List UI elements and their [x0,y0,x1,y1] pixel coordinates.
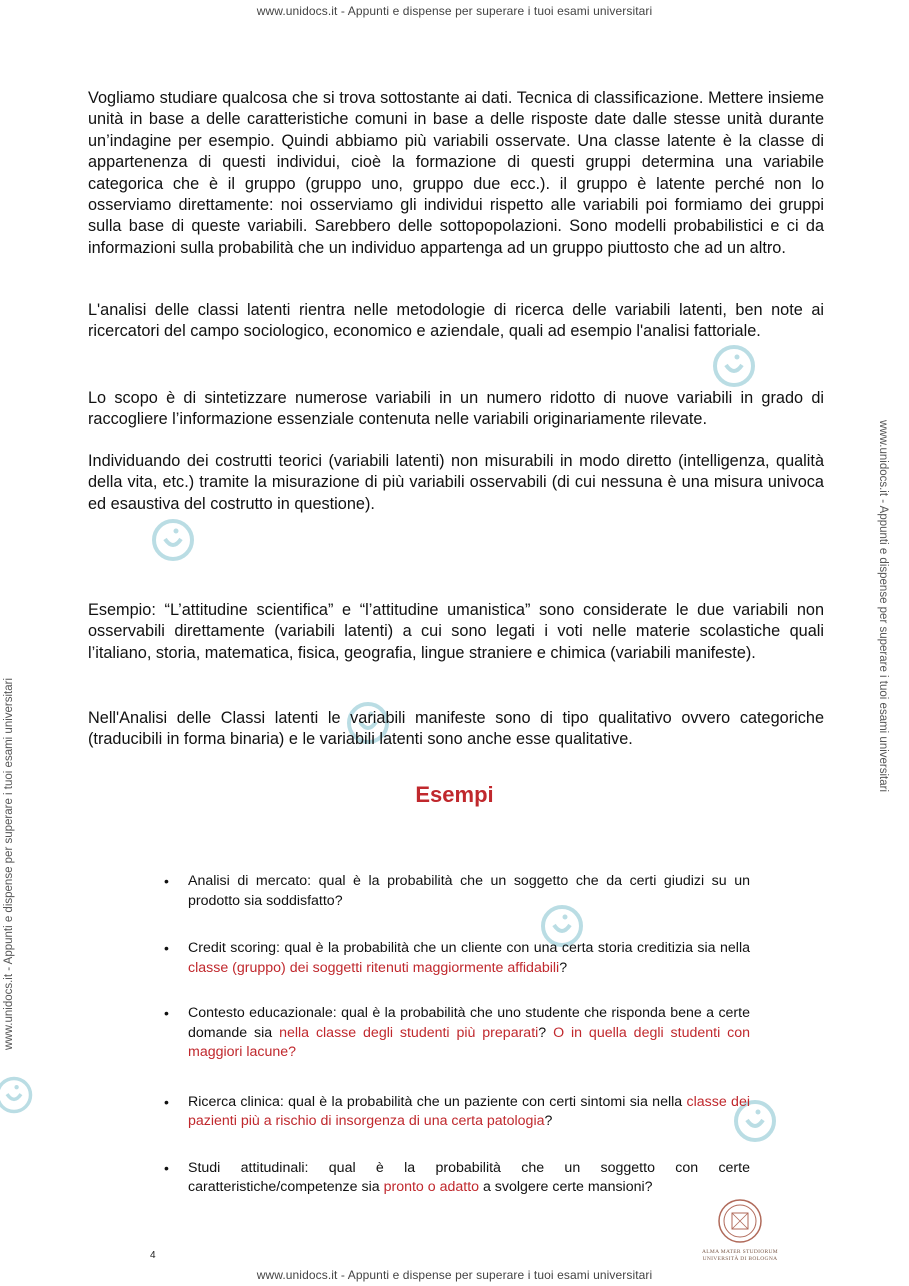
unidocs-watermark-icon [711,343,757,389]
university-logo [694,1198,786,1263]
paragraph-intro: Vogliamo studiare qualcosa che si trova sottostante ai dati. Tecnica di classificazione. Mettere insieme unità in base a delle caratteristiche comuni in base a delle risposte date dalle stesse unità durante un’indagine per esempio. Quindi abbiamo più variabili osservate. Una classe latente è la classe di appartenenza di questi individui, cioè la formazione di questi gruppi determina una variabile categorica che è il gruppo (gruppo uno, gruppo due ecc.). il gruppo è latente perché non lo osserviamo direttamente: noi osserviamo gli individui rispetto alle variabili poi formiamo dei gruppi sulla base di queste variabili. Sarebbero delle sottopopolazioni. Sono modelli probabilistici e ci da informazioni sulla probabilità che un individuo appartenga ad un gruppo piuttosto che ad un altro. [88,89,824,257]
list-item: • Credit scoring: qual è la probabilità che un cliente con una certa storia creditizia sia nella classe (gruppo) dei soggetti ritenuti maggiormente affidabili? [164,940,750,976]
paragraph-purpose: Lo scopo è di sintetizzare numerose variabili in un numero ridotto di nuove variabili in grado di raccogliere l’informazione essenziale contenuta nelle variabili originariamente rilevate. [88,389,824,429]
list-item: • Analisi di mercato: qual è la probabilità che un soggetto che da certi giudizi su un prodotto sia soddisfatto? [164,873,750,909]
university-seal-icon [717,1198,763,1244]
header-banner: www.unidocs.it - Appunti e dispense per superare i tuoi esami universitari [256,4,653,18]
examples-heading: Esempi [415,782,494,807]
examples-list [160,872,750,1198]
page-number: 4 [150,1250,156,1261]
bullet-icon: • [164,940,169,956]
paragraph-manifest-variables: Nell'Analisi delle Classi latenti le variabili manifeste sono di tipo qualitativo ovvero categoriche (traducibili in forma binaria) e le variabili latenti sono anche esse qualitative. [88,709,824,749]
list-item: • Studi attitudinali: qual è la probabilità che un soggetto con certe caratteristiche/competenze sia pronto o adatto a svolgere certe mansioni? [164,1159,750,1195]
unidocs-watermark-icon [0,1075,34,1115]
list-item: • Contesto educazionale: qual è la probabilità che uno studente che risponda bene a certe domande sia nella classe degli studenti più preparati? O in quella degli studenti con maggiori lacune? [164,1005,750,1060]
right-side-banner: www.unidocs.it - Appunti e dispense per superare i tuoi esami universitari [877,420,889,793]
bullet-icon: • [164,1005,169,1021]
bullet-icon: • [164,873,169,889]
bullet-icon: • [164,1159,169,1176]
left-side-banner: www.unidocs.it - Appunti e dispense per superare i tuoi esami universitari [3,677,15,1050]
unidocs-watermark-icon [150,517,196,563]
logo-line-1: ALMA MATER STUDIORUM [702,1249,778,1255]
logo-line-2: UNIVERSITÀ DI BOLOGNA [702,1256,778,1262]
bullet-icon: • [164,1093,169,1110]
paragraph-example: Esempio: “L’attitudine scientifica” e “l’attitudine umanistica” sono considerate le due variabili non osservabili direttamente (variabili latenti) a cui sono legati i voti nelle materie scolastiche quali l’italiano, storia, matematica, fisica, geografia, lingue straniere e chimica (variabili manifeste). [88,601,824,662]
paragraph-latent-class-analysis: L'analisi delle classi latenti rientra nelle metodologie di ricerca delle variabili latenti, ben note ai ricercatori del campo sociologico, economico e aziendale, quali ad esempio l'analisi fattoriale. [88,301,824,341]
footer-banner: www.unidocs.it - Appunti e dispense per superare i tuoi esami universitari [256,1268,653,1282]
list-item: • Ricerca clinica: qual è la probabilità che un paziente con certi sintomi sia nella classe dei pazienti più a rischio di insorgenza di una certa patologia? [164,1093,750,1129]
paragraph-constructs: Individuando dei costrutti teorici (variabili latenti) non misurabili in modo diretto (intelligenza, qualità della vita, etc.) tramite la misurazione di più variabili osservabili (di cui nessuna è una misura univoca ed esaustiva del costrutto in questione). [88,452,824,513]
